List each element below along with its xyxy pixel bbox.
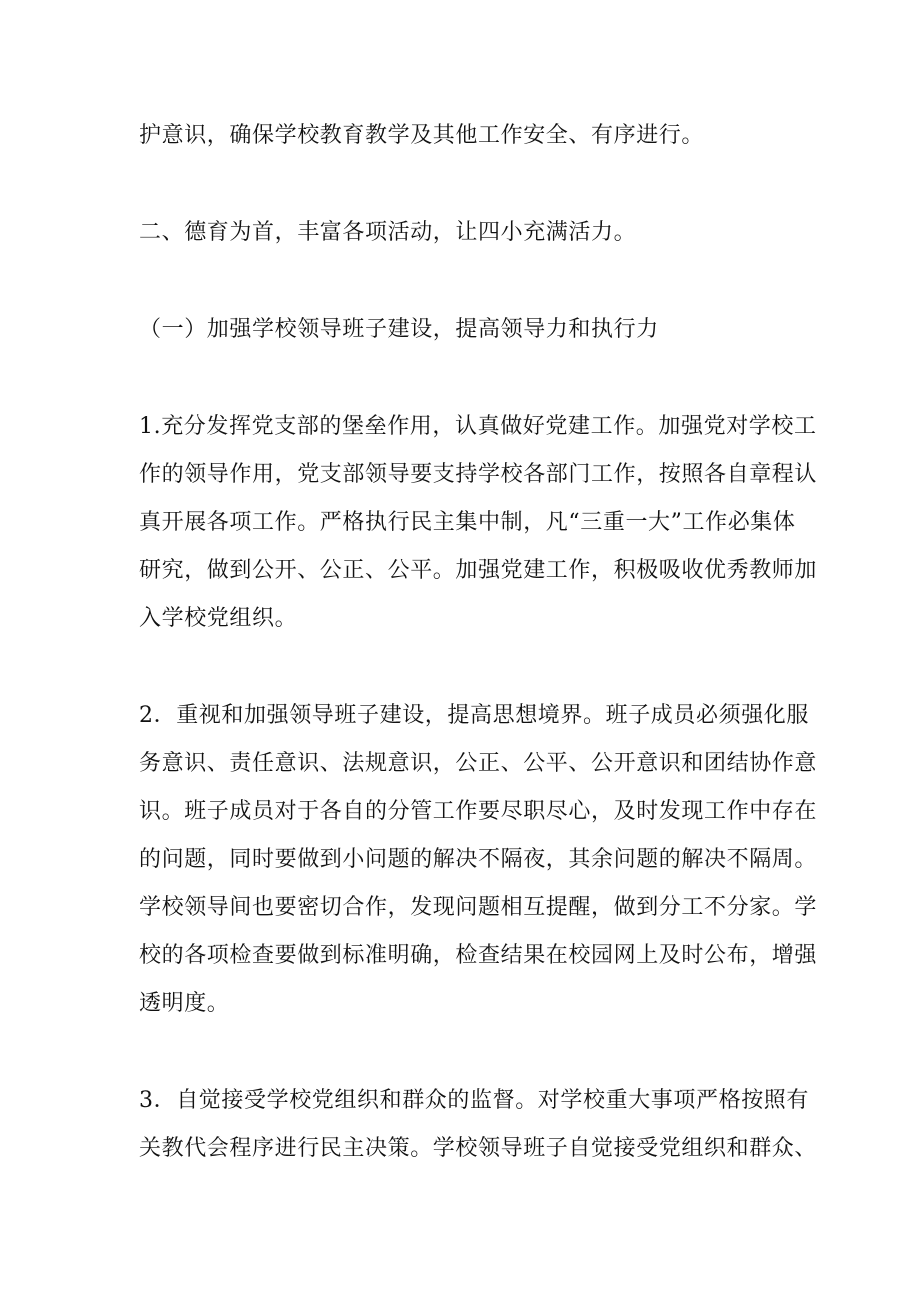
subsection-heading: （一）加强学校领导班子建设，提高领导力和执行力 (139, 317, 659, 342)
text-line: 的问题，同时要做到小问题的解决不隔夜，其余问题的解决不隔周。 (139, 847, 818, 872)
text-line: 2．重视和加强领导班子建设，提高思想境界。班子成员必须强化服 (139, 703, 809, 728)
text-line: 护意识，确保学校教育教学及其他工作安全、有序进行。 (139, 123, 705, 148)
text-line: 入学校党组织。 (139, 606, 298, 631)
text-line: 3．自觉接受学校党组织和群众的监督。对学校重大事项严格按照有 (139, 1088, 809, 1113)
text-line: 1.充分发挥党支部的堡垒作用，认真做好党建工作。加强党对学校工 (139, 414, 817, 439)
text-line: 研究，做到公开、公正、公平。加强党建工作，积极吸收优秀教师加 (139, 558, 818, 583)
section-heading: 二、德育为首，丰富各项活动，让四小充满活力。 (139, 220, 637, 245)
text-line: 校的各项检查要做到标准明确，检查结果在校园网上及时公布，增强 (139, 943, 818, 968)
text-line: 关教代会程序进行民主决策。学校领导班子自觉接受党组织和群众、 (139, 1136, 818, 1161)
text-line: 识。班子成员对于各自的分管工作要尽职尽心，及时发现工作中存在 (139, 799, 818, 824)
text-line: 务意识、责任意识、法规意识，公正、公平、公开意识和团结协作意 (139, 751, 818, 776)
text-line: 透明度。 (139, 991, 230, 1016)
text-line: 真开展各项工作。严格执行民主集中制，凡“三重一大”工作必集体 (139, 510, 796, 535)
text-line: 学校领导间也要密切合作，发现问题相互提醒，做到分工不分家。学 (139, 895, 818, 920)
text-line: 作的领导作用，党支部领导要支持学校各部门工作，按照各自章程认 (139, 462, 818, 487)
